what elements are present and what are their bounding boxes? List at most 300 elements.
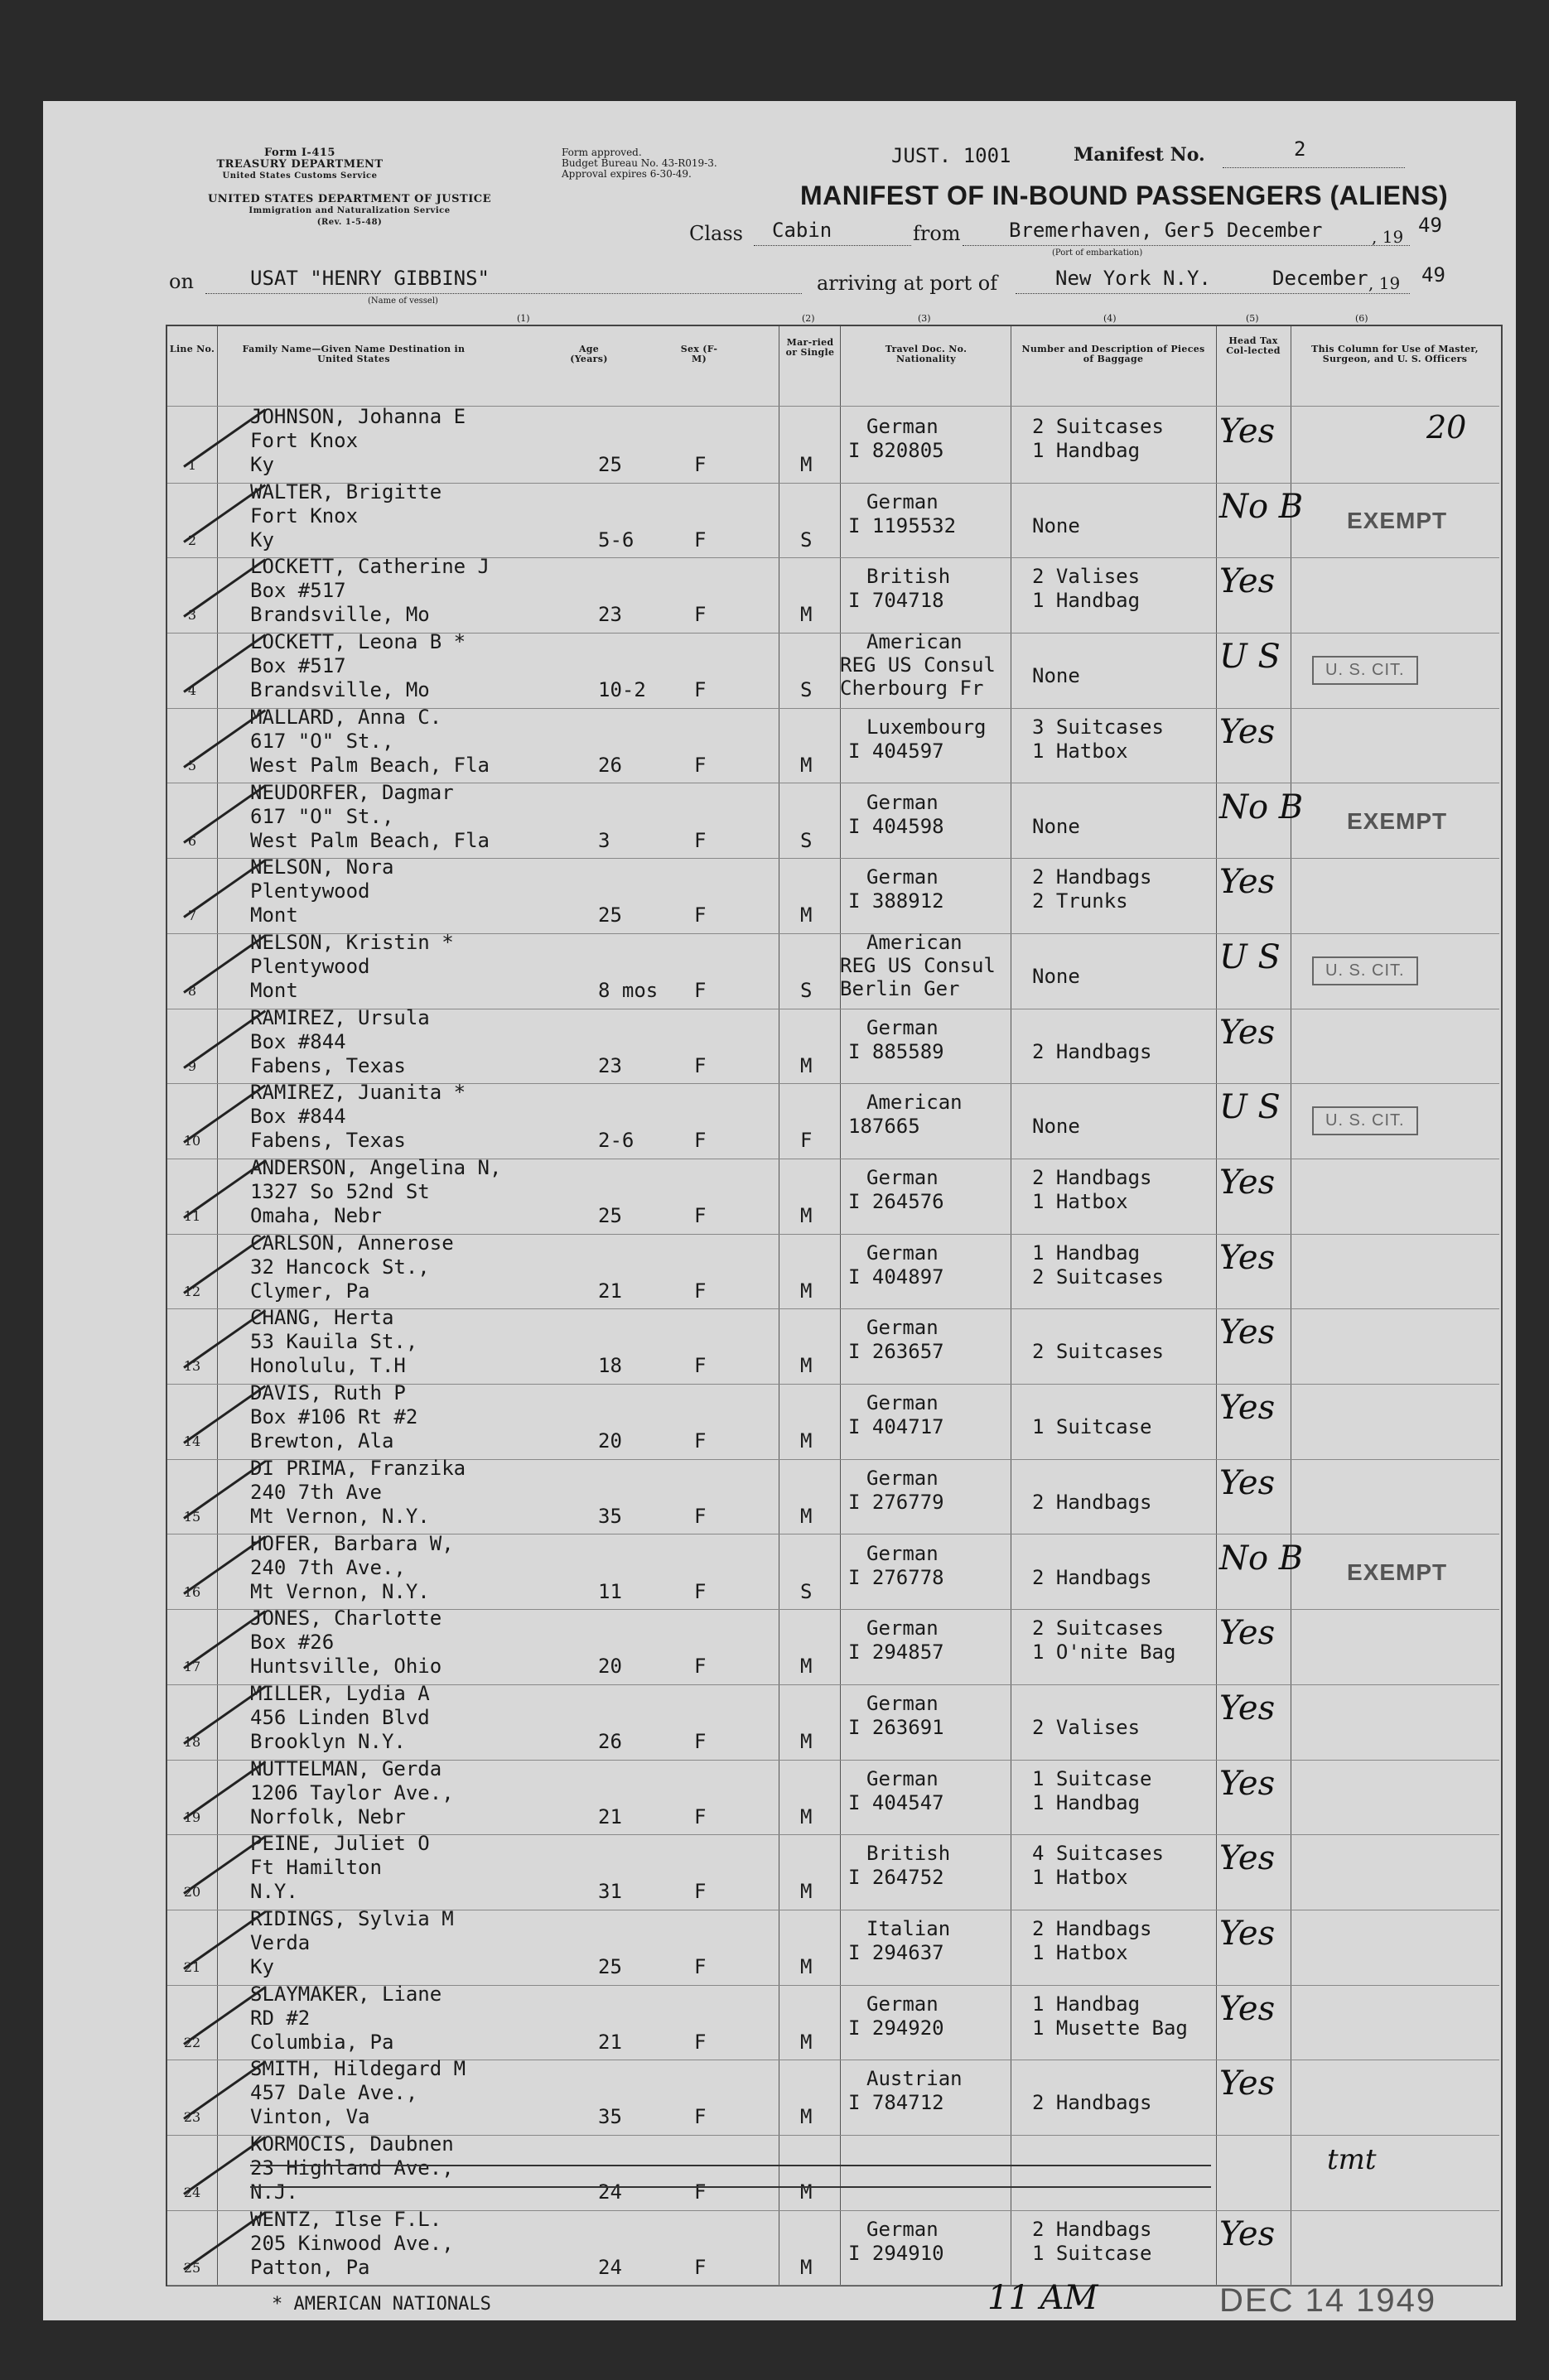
destination-line-2: West Palm Beach, Fla (250, 753, 490, 777)
baggage-line-2: 1 Hatbox (1032, 1941, 1128, 1964)
from-year: 49 (1418, 214, 1442, 237)
passenger-name: SMITH, Hildegard M (250, 2057, 466, 2081)
head-tax-mark: Yes (1219, 1839, 1276, 1878)
marital-status: M (800, 1354, 813, 1378)
vessel-line (205, 293, 802, 294)
sex: F (694, 1655, 707, 1679)
destination-line-1: Box #106 Rt #2 (250, 1405, 418, 1429)
passenger-name: NEUDORFER, Dagmar (250, 780, 454, 804)
table-row (167, 630, 1499, 709)
marital-status: M (800, 1504, 813, 1528)
destination-line-2: West Palm Beach, Fla (250, 828, 490, 852)
marital-status: S (800, 528, 813, 552)
us-citizen-stamp: U. S. CIT. (1312, 656, 1418, 685)
age: 21 (598, 2030, 622, 2054)
travel-doc: I 276778 (848, 1565, 944, 1589)
approval-line1: Form approved. (562, 147, 642, 158)
passenger-name: NELSON, Nora (250, 855, 394, 879)
sex: F (694, 2105, 707, 2129)
passenger-name: DAVIS, Ruth P (250, 1381, 406, 1405)
baggage-line-2: 1 Hatbox (1032, 1190, 1128, 1213)
marital-status: M (800, 1880, 813, 1904)
line-number: 22 (183, 2034, 201, 2050)
head-tax-mark: Yes (1219, 2064, 1276, 2103)
nationality: German (866, 1316, 939, 1340)
header-officers: This Column for Use of Master, Surgeon, and U. S. Officers (1311, 344, 1479, 364)
destination-line-2: Norfolk, Nebr (250, 1804, 406, 1828)
line-number: 8 (187, 982, 197, 999)
age: 35 (598, 1504, 622, 1528)
travel-doc: I 404547 (848, 1790, 944, 1814)
destination-line-2: Brewton, Ala (250, 1429, 394, 1453)
revision: (Rev. 1-5-48) (316, 218, 383, 227)
marital-status: M (800, 1429, 813, 1453)
from-label: from (913, 222, 961, 245)
destination-line-1: 617 "O" St., (250, 804, 394, 828)
head-tax-mark: Yes (1219, 1463, 1276, 1502)
destination-line-2: Brooklyn N.Y. (250, 1729, 406, 1753)
table-row (167, 1083, 1499, 1159)
nationality: American (866, 1091, 963, 1115)
destination-line-1: Plentywood (250, 954, 370, 978)
marital-status: M (800, 2030, 813, 2054)
line-number: 3 (187, 607, 197, 624)
passenger-name: WALTER, Brigitte (250, 479, 442, 503)
destination-line-1: 23 Highland Ave., (250, 2156, 454, 2180)
destination-line-2: Mt Vernon, N.Y. (250, 1504, 430, 1528)
line-number: 14 (183, 1433, 201, 1450)
age: 35 (598, 2105, 622, 2129)
line-number: 25 (183, 2259, 201, 2276)
line-number: 5 (187, 757, 197, 773)
table-row (167, 479, 1499, 559)
nationality: German (866, 1466, 939, 1490)
marital-status: F (800, 1129, 813, 1153)
marital-status: M (800, 2255, 813, 2279)
manifest-no-line (1223, 167, 1405, 168)
nationality: German (866, 1766, 939, 1790)
baggage-line-1: 3 Suitcases (1032, 715, 1164, 739)
passenger-name: CARLSON, Annerose (250, 1231, 454, 1255)
from-year-prefix: , 19 (1372, 227, 1404, 247)
travel-doc: I 1195532 (848, 513, 957, 537)
passenger-name: LOCKETT, Leona B * (250, 630, 466, 654)
nationality: American (866, 930, 963, 954)
sex: F (694, 2180, 707, 2204)
age: 8 mos (598, 978, 659, 1002)
receipt-date-stamp: DEC 14 1949 (1219, 2282, 1437, 2319)
travel-doc: I 404717 (848, 1415, 944, 1439)
baggage-line-2: 2 Handbags (1032, 1039, 1152, 1063)
baggage-line-1: 2 Suitcases (1032, 415, 1164, 438)
baggage-line-2: None (1032, 664, 1080, 688)
destination-line-2: Clymer, Pa (250, 1279, 370, 1303)
destination-line-1: 617 "O" St., (250, 729, 394, 753)
form-number: Form I-415 (264, 147, 335, 159)
baggage-line-2: 2 Handbags (1032, 1565, 1152, 1589)
col-num-5: (5) (1246, 313, 1259, 324)
line-number: 2 (187, 532, 197, 548)
head-tax-mark: No B (1219, 487, 1304, 526)
table-row (167, 1756, 1499, 1836)
table-row (167, 1907, 1499, 1986)
sex: F (694, 978, 707, 1002)
baggage-line-1: 4 Suitcases (1032, 1842, 1164, 1866)
line-number: 23 (183, 2109, 201, 2126)
sex: F (694, 1955, 707, 1978)
header-head-tax: Head Tax Col-lected (1226, 335, 1281, 356)
baggage-line-1: 1 Suitcase (1032, 1766, 1152, 1790)
destination-line-1: 1206 Taylor Ave., (250, 1780, 454, 1804)
header-married: Mar-ried or Single (785, 337, 835, 358)
destination-line-2: N.Y. (250, 1880, 298, 1904)
sex: F (694, 1053, 707, 1077)
handwritten-time: 11 AM (987, 2279, 1098, 2317)
baggage-line-2: 2 Handbags (1032, 1490, 1152, 1514)
baggage-line-2: 1 Handbag (1032, 589, 1141, 613)
table-row (167, 930, 1499, 1009)
strike-through (250, 2165, 1211, 2166)
line-number: 7 (187, 908, 197, 924)
baggage-line-2: 1 Hatbox (1032, 1866, 1128, 1890)
marital-status: M (800, 1804, 813, 1828)
destination-line-1: Plentywood (250, 879, 370, 903)
approval-line3: Approval expires 6-30-49. (562, 168, 692, 180)
officer-note: tmt (1327, 2143, 1377, 2177)
head-tax-mark: U S (1219, 638, 1281, 677)
baggage-line-2: 1 Suitcase (1032, 2241, 1152, 2265)
line-number: 13 (183, 1358, 201, 1375)
destination-line-2: Ky (250, 528, 274, 552)
nationality: German (866, 1541, 939, 1565)
arriving-label: arriving at port of (817, 272, 998, 295)
passenger-name: KORMOCIS, Daubnen (250, 2132, 454, 2156)
baggage-line-1: 2 Handbags (1032, 2217, 1152, 2241)
head-tax-mark: Yes (1219, 863, 1276, 902)
table-row (167, 1308, 1499, 1385)
arriving-port: New York N.Y. (1055, 267, 1211, 290)
travel-doc: I 276779 (848, 1490, 944, 1514)
travel-doc: I 404598 (848, 814, 944, 838)
passenger-name: MILLER, Lydia A (250, 1681, 430, 1705)
header-baggage: Number and Description of Pieces of Baggage (1021, 344, 1205, 364)
marital-status: S (800, 678, 813, 702)
line-number: 6 (187, 832, 197, 849)
table-row (167, 2207, 1499, 2286)
destination-line-1: Ft Hamilton (250, 1856, 382, 1880)
header-sex: Sex (F-M) (680, 344, 718, 364)
age: 3 (598, 828, 610, 852)
head-tax-mark: Yes (1219, 2214, 1276, 2253)
sex: F (694, 1804, 707, 1828)
head-tax-mark: Yes (1219, 1989, 1276, 2028)
sex: F (694, 1204, 707, 1227)
baggage-line-2: 2 Trunks (1032, 889, 1128, 913)
age: 23 (598, 603, 622, 627)
table-row (167, 1456, 1499, 1535)
travel-doc: I 404597 (848, 739, 944, 763)
age: 25 (598, 1204, 622, 1227)
col-num-6: (6) (1355, 313, 1368, 324)
head-tax-mark: Yes (1219, 562, 1276, 601)
destination-line-1: RD #2 (250, 2006, 311, 2030)
travel-doc: I 263691 (848, 1715, 944, 1739)
class-value: Cabin (772, 219, 832, 242)
nationality: German (866, 489, 939, 513)
baggage-line-1: 1 Handbag (1032, 1992, 1141, 2016)
age: 25 (598, 453, 622, 476)
from-line (963, 245, 1410, 246)
sex: F (694, 1504, 707, 1528)
baggage-line-2: 1 Hatbox (1032, 739, 1128, 763)
line-number: 12 (183, 1283, 201, 1299)
sex: F (694, 1729, 707, 1753)
table-row (167, 557, 1499, 634)
table-row (167, 1982, 1499, 2061)
vessel-name: USAT "HENRY GIBBINS" (250, 267, 490, 290)
head-tax-mark: Yes (1219, 1313, 1276, 1352)
baggage-line-2: 1 Handbag (1032, 439, 1141, 462)
destination-line-1: 456 Linden Blvd (250, 1705, 430, 1729)
passenger-name: SLAYMAKER, Liane (250, 1982, 442, 2006)
age: 20 (598, 1429, 622, 1453)
table-row (167, 1681, 1499, 1761)
line-number: 15 (183, 1508, 201, 1525)
passenger-name: MALLARD, Anna C. (250, 705, 442, 729)
from-port: Bremerhaven, Ger (1009, 219, 1201, 242)
age: 23 (598, 1053, 622, 1077)
nationality: Austrian (866, 2067, 963, 2091)
nationality: Italian (866, 1917, 951, 1940)
passenger-name: LOCKETT, Catherine J (250, 555, 490, 579)
table-row (167, 1609, 1499, 1685)
travel-doc: I 263657 (848, 1340, 944, 1364)
line-number: 9 (187, 1058, 197, 1074)
nationality: American (866, 630, 963, 654)
marital-status: M (800, 1955, 813, 1978)
nationality: German (866, 790, 939, 814)
nationality: German (866, 1166, 939, 1189)
head-tax-mark: No B (1219, 788, 1304, 826)
head-tax-mark: Yes (1219, 1614, 1276, 1653)
destination-line-2: Mont (250, 903, 298, 927)
head-tax-mark: U S (1219, 937, 1281, 976)
nationality: Luxembourg (866, 715, 987, 739)
age: 20 (598, 1655, 622, 1679)
nationality: German (866, 865, 939, 889)
destination-line-1: 1327 So 52nd St (250, 1180, 430, 1203)
destination-line-2: Brandsville, Mo (250, 603, 430, 627)
travel-doc: I 294857 (848, 1640, 944, 1665)
table-row (167, 1531, 1499, 1611)
line-number: 16 (183, 1583, 201, 1600)
arriving-year-prefix: , 19 (1368, 273, 1401, 293)
travel-doc: I 704718 (848, 589, 944, 613)
manifest-no-value: 2 (1294, 137, 1306, 161)
nationality: German (866, 2217, 939, 2241)
age: 31 (598, 1880, 622, 1904)
american-nationals-note: * AMERICAN NATIONALS (272, 2294, 491, 2315)
arriving-line (1016, 293, 1410, 294)
from-date: 5 December (1203, 219, 1323, 242)
travel-doc: I 388912 (848, 889, 944, 913)
sex: F (694, 903, 707, 927)
strike-through (250, 2186, 1211, 2188)
age: 26 (598, 1729, 622, 1753)
head-tax-mark: Yes (1219, 1238, 1276, 1277)
destination-line-1: 240 7th Ave (250, 1480, 382, 1504)
marital-status: M (800, 903, 813, 927)
line-number: 11 (183, 1208, 201, 1224)
sex: F (694, 528, 707, 552)
sex: F (694, 2030, 707, 2054)
age: 2-6 (598, 1129, 635, 1153)
header-name: Family Name—Given Name Destination in United States (242, 344, 466, 364)
destination-line-1: Box #517 (250, 654, 346, 678)
us-citizen-stamp: U. S. CIT. (1312, 956, 1418, 985)
sex: F (694, 453, 707, 476)
table-row (167, 1156, 1499, 1235)
age: 21 (598, 1279, 622, 1303)
arriving-date: December (1272, 267, 1368, 290)
vessel-caption: (Name of vessel) (368, 296, 438, 306)
line-number: 19 (183, 1809, 201, 1825)
class-line (754, 245, 911, 246)
destination-line-1: Verda (250, 1931, 311, 1954)
form-header-left (159, 147, 441, 182)
travel-doc: I 294910 (848, 2241, 944, 2265)
baggage-line-1: 2 Handbags (1032, 865, 1152, 889)
baggage-line-1: 2 Handbags (1032, 1166, 1152, 1189)
travel-doc: I 784712 (848, 2091, 944, 2115)
table-row (167, 2132, 1499, 2211)
manifest-page (43, 101, 1516, 2320)
header-age: Age (Years) (570, 344, 608, 364)
marital-status: S (800, 828, 813, 852)
destination-line-1: Box #26 (250, 1631, 335, 1655)
form-header-justice (167, 194, 532, 229)
col-num-3: (3) (918, 313, 931, 324)
line-number: 4 (187, 682, 197, 699)
nationality: German (866, 415, 939, 438)
destination-line-2: Patton, Pa (250, 2255, 370, 2279)
passenger-name: CHANG, Herta (250, 1306, 394, 1330)
passenger-name: NELSON, Kristin * (250, 930, 454, 954)
baggage-line-1: 2 Valises (1032, 565, 1141, 589)
baggage-line-1: 2 Handbags (1032, 1917, 1152, 1940)
destination-line-1: Box #844 (250, 1029, 346, 1053)
line-number: 10 (183, 1133, 201, 1149)
nationality: German (866, 1616, 939, 1640)
baggage-line-2: 1 O'nite Bag (1032, 1640, 1176, 1665)
baggage-line-2: 2 Suitcases (1032, 1265, 1164, 1289)
table-row (167, 855, 1499, 934)
table-row (167, 1005, 1499, 1085)
age: 18 (598, 1354, 622, 1378)
marital-status: M (800, 1204, 813, 1227)
destination-line-1: 240 7th Ave., (250, 1555, 406, 1579)
baggage-line-2: 2 Handbags (1032, 2091, 1152, 2115)
baggage-line-1: 1 Handbag (1032, 1241, 1141, 1265)
head-tax-mark: Yes (1219, 1389, 1276, 1428)
col-num-2: (2) (802, 313, 815, 324)
exempt-stamp: EXEMPT (1347, 507, 1448, 533)
marital-status: M (800, 1729, 813, 1753)
port-embarkation-caption: (Port of embarkation) (1052, 248, 1143, 258)
table-row (167, 780, 1499, 860)
destination-line-2: Fabens, Texas (250, 1129, 406, 1153)
table-row (167, 705, 1499, 784)
destination-line-2: Ky (250, 1955, 274, 1978)
sex: F (694, 1579, 707, 1603)
sex: F (694, 1429, 707, 1453)
line-number: 17 (183, 1659, 201, 1675)
destination-line-2: Vinton, Va (250, 2105, 370, 2129)
age: 21 (598, 1804, 622, 1828)
nationality: German (866, 1391, 939, 1415)
sex: F (694, 1129, 707, 1153)
destination-line-2: Mont (250, 978, 298, 1002)
destination-line-1: 205 Kinwood Ave., (250, 2231, 454, 2255)
table-row (167, 1381, 1499, 1460)
on-label: on (169, 270, 194, 293)
marital-status: M (800, 2105, 813, 2129)
line-number: 21 (183, 1959, 201, 1975)
destination-line-2: Brandsville, Mo (250, 678, 430, 702)
header-travel-doc: Travel Doc. No. Nationality (885, 344, 968, 364)
baggage-line-2: 1 Handbag (1032, 1790, 1141, 1814)
passenger-name: HOFER, Barbara W, (250, 1531, 454, 1555)
sex: F (694, 603, 707, 627)
passenger-name: RIDINGS, Sylvia M (250, 1907, 454, 1930)
approval-block (562, 147, 717, 180)
baggage-line-1: 2 Suitcases (1032, 1616, 1164, 1640)
passenger-name: PEINE, Juliet O (250, 1832, 430, 1856)
destination-line-2: Mt Vernon, N.Y. (250, 1579, 430, 1603)
nationality: German (866, 1015, 939, 1039)
marital-status: S (800, 1579, 813, 1603)
approval-line2: Budget Bureau No. 43-R019-3. (562, 157, 717, 169)
travel-doc: REG US Consul Berlin Ger (840, 953, 996, 1000)
passenger-name: WENTZ, Ilse F.L. (250, 2207, 442, 2231)
passenger-name: ANDERSON, Angelina N, (250, 1156, 502, 1179)
head-tax-mark: No B (1219, 1539, 1304, 1578)
sex: F (694, 753, 707, 777)
head-tax-mark: Yes (1219, 712, 1276, 751)
marital-status: M (800, 2180, 813, 2204)
head-tax-mark: U S (1219, 1088, 1281, 1127)
justice-dept: UNITED STATES DEPARTMENT OF JUSTICE (207, 193, 492, 205)
travel-doc: I 264752 (848, 1866, 944, 1890)
arriving-year: 49 (1421, 263, 1445, 287)
class-label: Class (689, 222, 743, 245)
destination-line-2: Honolulu, T.H (250, 1354, 406, 1378)
marital-status: S (800, 978, 813, 1002)
destination-line-1: Box #844 (250, 1105, 346, 1129)
just-number: JUST. 1001 (891, 144, 1011, 167)
line-number: 18 (183, 1733, 201, 1750)
header-line-no: Line No. (169, 344, 215, 354)
travel-doc: I 820805 (848, 439, 944, 462)
baggage-line-2: None (1032, 1115, 1080, 1139)
travel-doc: 187665 (848, 1115, 920, 1139)
passenger-name: NUTTELMAN, Gerda (250, 1756, 442, 1780)
nationality: British (866, 565, 951, 589)
destination-line-2: Columbia, Pa (250, 2030, 394, 2054)
baggage-line-2: None (1032, 513, 1080, 537)
age: 24 (598, 2255, 622, 2279)
destination-line-1: 32 Hancock St., (250, 1255, 430, 1279)
